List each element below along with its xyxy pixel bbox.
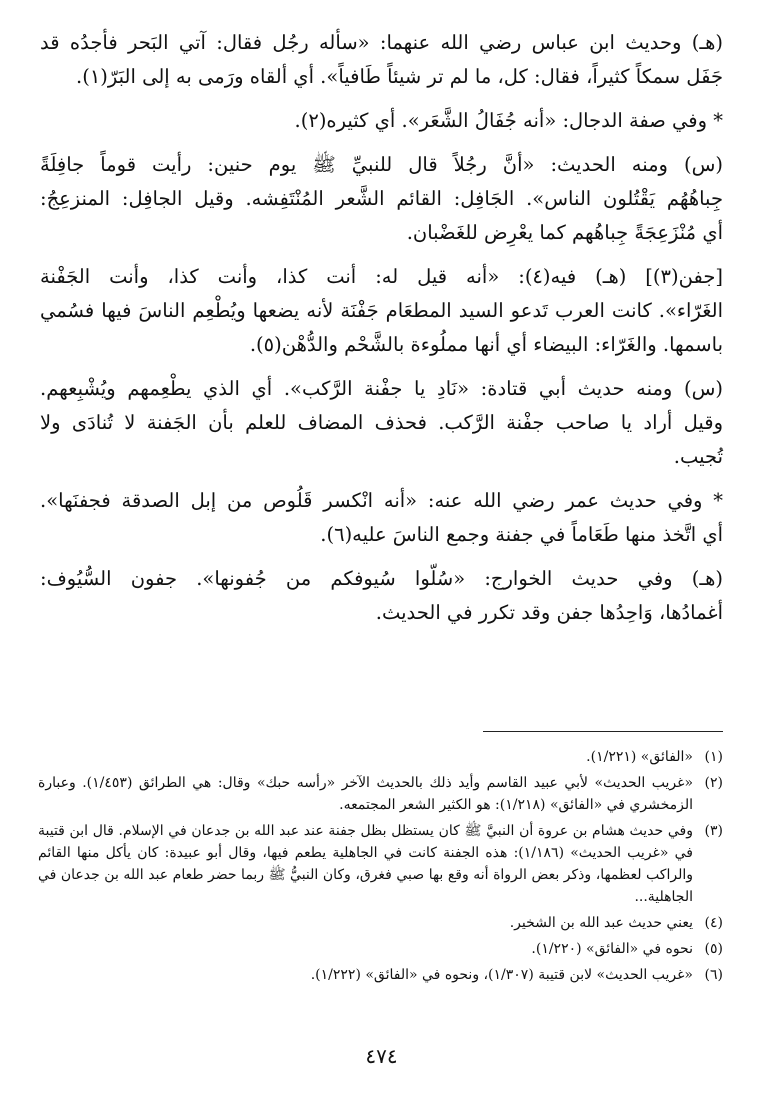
text-line: (هـ) وفي حديث الخوارج: «سُلّوا سُيوفكم من جُفونها». جفون السُّيُوف: [40, 567, 723, 590]
footnote-number: (٢) [704, 775, 723, 791]
footnote-text: «غريب الحديث» لأبي عبيد القاسم وأيد ذلك بالحديث الآخر «رأسه حبك» وقال: هي الطرائق (١/٤٥٣). وعبارة الزمخشري في «الفائق» (١/٢١٨): هو الكثير الشعر المجتمعه. [38, 775, 694, 813]
text-line: أغمادُها، وَاحِدُها جفن وقد تكرر في الحديث. [375, 601, 723, 624]
paragraph-1 [40, 26, 723, 94]
text-line: الغَرّاء». كانت العرب تَدعو السيد المطعَام جَفْنَة لأنه يضعها ويُطْعِم الناسَ فيها فسُمي [40, 299, 723, 322]
footnote-text: يعني حديث عبد الله بن الشخير. [509, 915, 693, 931]
footnote-number: (٣) [704, 823, 723, 839]
text-line: (س) ومنه الحديث: «أنَّ رجُلاً قال للنبيِّ ﷺ يوم حنين: رأيت قوماً جافِلَةً [40, 153, 723, 176]
footnote-text: «غريب الحديث» لابن قتيبة (١/٣٠٧)، ونحوه في «الفائق» (١/٢٢٢). [310, 967, 693, 983]
text-line: وقيل أراد يا صاحب جفْنة الرَّكب. فحذف المضاف للعلم بأن الجَفنة لا تُنادَى ولا [40, 411, 723, 434]
text-line: (س) ومنه حديث أبي قتادة: «نَادِ يا جفْنة الرَّكب». أي الذي يطْعِمهم ويُشْبِعهم. [40, 377, 723, 400]
footnote-1 [38, 746, 723, 768]
text-line: (هـ) وحديث ابن عباس رضي الله عنهما: «سأله رجُل فقال: آتي البَحر فأجدُه قد [40, 31, 723, 54]
footnotes [38, 746, 723, 990]
paragraph-5 [40, 372, 723, 474]
footnote-divider [483, 731, 723, 732]
paragraph-2 [40, 104, 723, 138]
footnote-text: وفي حديث هشام بن عروة أن النبيَّ ﷺ كان يستظل بظل جفنة عند عبد الله بن جدعان في الإسلام. قال ابن قتيبة في «غريب الحديث» (١/١٨٦): هذه الجفنة كانت في الجاهلية يطعم فيها، وقال أبو عبيدة: كان يأكل منها القائم والراكب لعظمها، وذكر بعض الرواة أنه وقع بها صبي فغرق، وكان النبيُّ ﷺ ربما حضر طعام عبد الله بن جدعان في الجاهلية... [38, 823, 693, 905]
footnote-number: (٦) [704, 967, 723, 983]
paragraph-4 [40, 260, 723, 362]
text-line: جَفَل سمكاً كثيراً، فقال: كل، ما لم تر شيئاً طَافياً». أي ألقاه ورَمى به إلى البَرّ(١). [76, 65, 723, 88]
text-line: [جفن(٣)] (هـ) فيه(٤): «أنه قيل له: أنت كذا، وأنت كذا، وأنت الجَفْنة [40, 265, 723, 288]
footnote-number: (١) [704, 749, 723, 765]
page-number: ٤٧٤ [365, 1044, 398, 1068]
text-line: جِباهُهُم يَقْتُلون الناس». الجَافِل: القائم الشَّعر المُنْتَفِشه. وقيل الجافِل: المنزعِجُ: [40, 187, 723, 210]
text-line: تُجيب. [673, 445, 723, 468]
paragraph-3 [40, 148, 723, 250]
text-line: * وفي صفة الدجال: «أنه جُفَالُ الشَّعَر». أي كثيره(٢). [294, 109, 723, 132]
footnote-2 [38, 772, 723, 816]
text-line: أي مُنْزَعِجَةً جِباهُهم كما يعْرِض للغَضْبان. [406, 221, 723, 244]
footnote-number: (٤) [704, 915, 723, 931]
paragraph-7 [40, 562, 723, 630]
footnote-text: نحوه في «الفائق» (١/٢٢٠). [531, 941, 693, 957]
footnote-6 [38, 964, 723, 986]
text-line: * وفي حديث عمر رضي الله عنه: «أنه انْكسر قَلُوص من إبل الصدقة فجفنَها». [40, 489, 723, 512]
text-line: أي اتَّخذ منها طَعَاماً في جفنة وجمع الناسَ عليه(٦). [320, 523, 723, 546]
paragraph-6 [40, 484, 723, 552]
footnote-text: «الفائق» (١/٢٢١). [586, 749, 693, 765]
footnote-3 [38, 820, 723, 908]
footnote-5 [38, 938, 723, 960]
main-text [40, 26, 723, 640]
footnote-4 [38, 912, 723, 934]
text-line: باسمها. والغَرّاء: البيضاء أي أنها مملُوءة بالشَّحْم والدُّهْن(٥). [249, 333, 723, 356]
footnote-number: (٥) [704, 941, 723, 957]
